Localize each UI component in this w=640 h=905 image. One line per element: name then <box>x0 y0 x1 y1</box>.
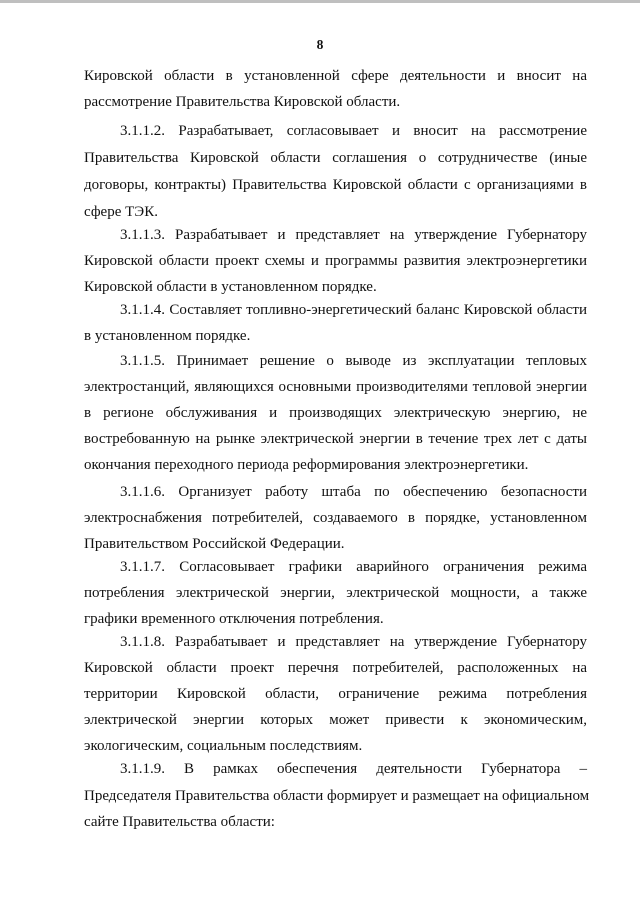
text-line: Председателя Правительства области формирует и размещает на официальном <box>84 788 590 804</box>
text-line: Кировской области проект перечня потребителей, расположенных на <box>84 660 587 676</box>
text-line: окончания переходного периода реформирования электроэнергетики. <box>84 457 529 473</box>
text-line: в установленном порядке. <box>84 328 251 344</box>
text-line: Правительства Кировской области соглашения о сотрудничестве (иные <box>84 150 587 166</box>
page-number: 8 <box>316 37 324 52</box>
text-line: сфере ТЭК. <box>84 204 158 220</box>
text-line: 3.1.1.2. Разрабатывает, согласовывает и вносит на рассмотрение <box>120 123 587 139</box>
text-line: 3.1.1.8. Разрабатывает и представляет на утверждение Губернатору <box>120 634 587 650</box>
text-line: в регионе обслуживания и производящих электрическую энергию, не <box>84 405 587 421</box>
text-line: договоры, контракты) Правительства Кировской области с организациями в <box>84 177 587 193</box>
text-line: рассмотрение Правительства Кировской области. <box>84 94 401 110</box>
text-line: Кировской области в установленной сфере деятельности и вносит на <box>84 68 587 84</box>
text-line: востребованную на рынке электрической энергии в течение трех лет с даты <box>84 431 587 447</box>
text-line: графики временного отключения потребления. <box>84 611 384 627</box>
text-line: 3.1.1.3. Разрабатывает и представляет на утверждение Губернатору <box>120 227 587 243</box>
text-line: экологическим, социальным последствиям. <box>84 738 363 754</box>
text-line: 3.1.1.4. Составляет топливно-энергетический баланс Кировской области <box>120 302 587 318</box>
text-line: электроснабжения потребителей, создаваемого в порядке, установленном <box>84 510 587 526</box>
text-line: потребления электрической энергии, электрической мощности, а также <box>84 585 587 601</box>
text-line: Правительством Российской Федерации. <box>84 536 345 552</box>
text-line: 3.1.1.7. Согласовывает графики аварийного ограничения режима <box>120 559 587 575</box>
text-line: 3.1.1.9. В рамках обеспечения деятельности Губернатора – <box>120 761 587 777</box>
text-line: 3.1.1.5. Принимает решение о выводе из эксплуатации тепловых <box>120 353 587 369</box>
text-line: электрической энергии которых может привести к экономическим, <box>84 712 587 728</box>
scan-top-edge <box>0 0 640 3</box>
text-line: территории Кировской области, ограничение режима потребления <box>84 686 587 702</box>
text-line: сайте Правительства области: <box>84 814 275 830</box>
text-line: электростанций, являющихся основными производителями тепловой энергии <box>84 379 587 395</box>
text-line: 3.1.1.6. Организует работу штаба по обеспечению безопасности <box>120 484 587 500</box>
text-line: Кировской области в установленном порядке. <box>84 279 377 295</box>
text-line: Кировской области проект схемы и программы развития электроэнергетики <box>84 253 587 269</box>
